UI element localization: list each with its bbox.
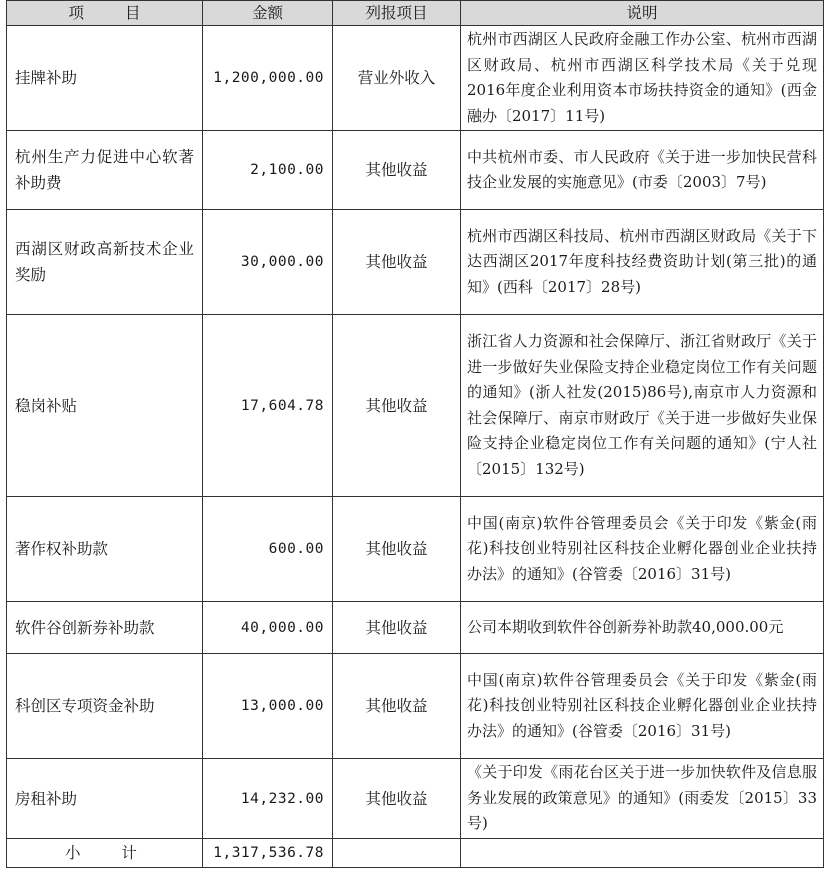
row-item: 稳岗补贴: [7, 315, 203, 497]
row-category: 营业外收入: [333, 26, 461, 131]
row-amount: 30,000.00: [203, 210, 333, 315]
row-description: 浙江省人力资源和社会保障厅、浙江省财政厅《关于进一步做好失业保险支持企业稳定岗位工作有关问题的通知》(浙人社发(2015)86号),南京市人力资源和社会保障厅、南京市财政厅《关于进一步做好失业保险支持企业稳定岗位工作有关问题的通知》(宁人社〔2015〕132号): [461, 315, 824, 497]
table-row: [7, 497, 824, 602]
header-amount: 金额: [203, 1, 333, 26]
row-category: 其他收益: [333, 759, 461, 839]
total-description: [461, 839, 824, 868]
header-description: 说明: [461, 1, 824, 26]
subsidy-table: [6, 0, 824, 868]
row-item: 杭州生产力促进中心软著补助费: [7, 131, 203, 210]
row-item: 房租补助: [7, 759, 203, 839]
row-amount: 13,000.00: [203, 654, 333, 759]
row-description: 公司本期收到软件谷创新券补助款40,000.00元: [461, 602, 824, 654]
header-category: 列报项目: [333, 1, 461, 26]
table-row: [7, 759, 824, 839]
row-category: 其他收益: [333, 654, 461, 759]
table-row: [7, 315, 824, 497]
row-amount: 2,100.00: [203, 131, 333, 210]
row-description: 中共杭州市委、市人民政府《关于进一步加快民营科技企业发展的实施意见》(市委〔2003〕7号): [461, 131, 824, 210]
row-amount: 40,000.00: [203, 602, 333, 654]
row-description: 杭州市西湖区科技局、杭州市西湖区财政局《关于下达西湖区2017年度科技经费资助计划(第三批)的通知》(西科〔2017〕28号): [461, 210, 824, 315]
table-row: [7, 602, 824, 654]
row-item: 著作权补助款: [7, 497, 203, 602]
row-amount: 1,200,000.00: [203, 26, 333, 131]
row-item: 软件谷创新券补助款: [7, 602, 203, 654]
row-item: 西湖区财政高新技术企业奖励: [7, 210, 203, 315]
table-row: [7, 26, 824, 131]
table-row: [7, 210, 824, 315]
table-body: [7, 26, 824, 868]
row-amount: 600.00: [203, 497, 333, 602]
table-header: [7, 1, 824, 26]
total-label: 小 计: [7, 839, 203, 868]
header-row: [7, 1, 824, 26]
row-description: 中国(南京)软件谷管理委员会《关于印发《紫金(雨花)科技创业特别社区科技企业孵化器创业企业扶持办法》的通知》(谷管委〔2016〕31号): [461, 497, 824, 602]
row-description: 《关于印发《雨花台区关于进一步加快软件及信息服务业发展的政策意见》的通知》(雨委发〔2015〕33号): [461, 759, 824, 839]
row-item: 挂牌补助: [7, 26, 203, 131]
row-category: 其他收益: [333, 602, 461, 654]
row-category: 其他收益: [333, 210, 461, 315]
row-description: 杭州市西湖区人民政府金融工作办公室、杭州市西湖区财政局、杭州市西湖区科学技术局《关于兑现2016年度企业利用资本市场扶持资金的通知》(西金融办〔2017〕11号): [461, 26, 824, 131]
total-category: [333, 839, 461, 868]
table-row: [7, 131, 824, 210]
total-amount: 1,317,536.78: [203, 839, 333, 868]
row-description: 中国(南京)软件谷管理委员会《关于印发《紫金(雨花)科技创业特别社区科技企业孵化器创业企业扶持办法》的通知》(谷管委〔2016〕31号): [461, 654, 824, 759]
row-item: 科创区专项资金补助: [7, 654, 203, 759]
row-amount: 14,232.00: [203, 759, 333, 839]
row-amount: 17,604.78: [203, 315, 333, 497]
row-category: 其他收益: [333, 315, 461, 497]
row-category: 其他收益: [333, 131, 461, 210]
table-row: [7, 654, 824, 759]
header-item: 项 目: [7, 1, 203, 26]
row-category: 其他收益: [333, 497, 461, 602]
total-row: [7, 839, 824, 868]
